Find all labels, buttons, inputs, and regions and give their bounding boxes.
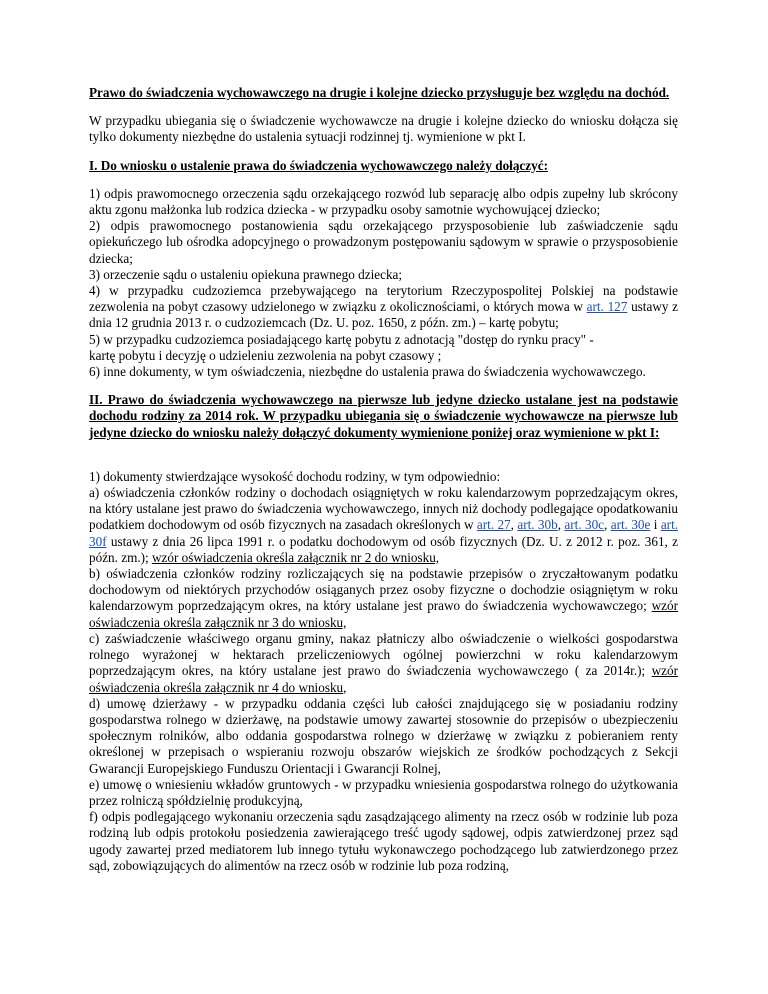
list-item-continuation: kartę pobytu i decyzję o udzieleniu zezwolenia na pobyt czasowy ;: [89, 347, 442, 363]
list-item: 6) inne dokumenty, w tym oświadczenia, niezbędne do ustalenia prawa do świadczenia wychowawczego.: [89, 364, 646, 380]
section-1-heading: I. Do wniosku o ustalenie prawa do świadczenia wychowawczego należy dołączyć:: [89, 157, 548, 173]
list-item: [89, 631, 678, 696]
art-27-link[interactable]: art. 27: [476, 517, 511, 533]
list-item: e) umowę o wniesieniu wkładów gruntowych - w przypadku wniesienia gospodarstwa rolnego do użytkowania przez rolniczą spółdzielnię produkcyjną,: [89, 776, 678, 808]
item-a-and: i: [653, 517, 658, 533]
section-2-heading: II. Prawo do świadczenia wychowawczego na pierwsze lub jedyne dziecko ustalane jest na podstawie dochodu rodziny za 2014 rok. W przypadku ubiegania się o świadczenie wychowawcze na pierwsze lub jedyne dziecko do wniosku należy dołączyć dokumenty wymienione poniżej oraz wymienione w pkt I:: [89, 392, 678, 440]
item-b-form-note: wzór oświadczenia określa załącznik nr 3 do wniosku,: [89, 598, 678, 630]
item-c-text: c) zaświadczenie właściwego organu gminy, nakaz płatniczy albo oświadczenie o wielkości gospodarstwa rolnego wyrażonej w hektarach przeliczeniowych ogólnej powierzchni w roku kalendarzowym poprzedzającym okres, na który ustalane jest prawo do świadczenia wychowawczego ( za 2014r.);: [89, 630, 678, 679]
item-4-text-rest: ustawy z dnia 12 grudnia 2013 r. o cudzoziemcach (Dz. U. poz. 1650, z późn. zm.) – kartę pobytu;: [89, 299, 679, 331]
item-a-rest: ustawy z dnia 26 lipca 1991 r. o podatku dochodowym od osób fizycznych (Dz. U. z 2012 r. poz. 361, z późn. zm.);: [89, 533, 678, 565]
item-b-text: b) oświadczenia członków rodziny rozliczających się na podstawie przepisów o zryczałtowanym podatku dochodowym od niektórych przychodów osiąganych przez osoby fizyczne o dochodzie osiągniętym w roku kalendarzowym poprzedzającym okres, na który ustalane jest prawo do świadczenia wychowawczego;: [89, 566, 678, 614]
art-30f-link[interactable]: art. 30f: [89, 517, 679, 549]
document-page: [89, 85, 678, 874]
document-title: Prawo do świadczenia wychowawczego na drugie i kolejne dziecko przysługuje bez względu na dochód.: [89, 85, 670, 100]
list-item: f) odpis podlegającego wykonaniu orzeczenia sądu zasądzającego alimenty na rzecz osób w rodzinie lub poza rodziną lub odpis protokołu posiedzenia zawierającego treść ugody sądowej, odpis zatwierdzonej przez sąd ugody zawartej przed mediatorem lub innego tytułu wykonawczego pochodzącego lub zatwierdzonego przez sąd, zobowiązujących do alimentów na rzecz osób w rodzinie lub poza rodziną,: [89, 809, 678, 873]
list-item: a) oświadczenia członków rodziny o dochodach osiągniętych w roku kalendarzowym poprzedzającym okres, na który ustalane jest prawo do świadczenia wychowawczego, innych niż dochody podlegające opodatkowaniu podatkiem dochodowym od osób fizycznych na zasadach określonych w art. 27, art. 30b, art. 30c, art. 30e i art. 30f ustawy z dnia 26 lipca 1991 r. o podatku dochodowym od osób fizycznych (Dz. U. z 2012 r. poz. 361, z późn. zm.); wzór oświadczenia określa załącznik nr 2 do wniosku,: [89, 485, 679, 565]
intro-paragraph: W przypadku ubiegania się o świadczenie wychowawcze na drugie i kolejne dziecko do wniosku dołącza się tylko dokumenty niezbędne do ustalenia sytuacji rodzinnej tj. wymienione w pkt I.: [89, 113, 678, 145]
list-item: d) umowę dzierżawy - w przypadku oddania części lub całości znajdującego się w posiadaniu rodziny gospodarstwa rolnego w dzierżawę, na podstawie umowy zawartej stosownie do przepisów o ubezpieczeniu społecznym rolników, albo oddania gospodarstwa rolnego w dzierżawę w związku z pobieraniem renty określonej w przepisach o wspieraniu rozwoju obszarów wiejskich ze środków pochodzących z Sekcji Gwarancji Europejskiego Funduszu Orientacji i Gwarancji Rolnej,: [89, 695, 678, 776]
art-30b-link[interactable]: art. 30b: [517, 517, 558, 533]
item-a-form-note: wzór oświadczenia określa załącznik nr 2 do wniosku,: [152, 549, 440, 565]
list-item: 1) odpis prawomocnego orzeczenia sądu orzekającego rozwód lub separację albo odpis zupełny lub skrócony aktu zgonu małżonka lub rodzica dziecka - w przypadku osoby samotnie wychowującej dziecko;: [89, 185, 678, 218]
list-item: [89, 566, 678, 631]
art-30c-link[interactable]: art. 30c: [564, 517, 605, 533]
list-item: 2) odpis prawomocnego postanowienia sądu orzekającego przysposobienie lub zaświadczenie sądu opiekuńczego lub ośrodka adopcyjnego o prowadzonym postępowaniu sądowym w sprawie o przysposobienie dziecka;: [89, 218, 678, 266]
section-2-list: [89, 469, 678, 874]
item-c-form-note: wzór oświadczenia określa załącznik nr 4 do wniosku,: [89, 663, 678, 695]
list-item: 3) orzeczenie sądu o ustaleniu opiekuna prawnego dziecka;: [89, 266, 403, 282]
list-item: [89, 283, 678, 332]
item-a-text: a) oświadczenia członków rodziny o dochodach osiągniętych w roku kalendarzowym poprzedzającym okres, na który ustalane jest prawo do świadczenia wychowawczego, innych niż dochody podlegające opodatkowaniu podatkiem dochodowym od osób fizycznych na zasadach określonych w: [89, 485, 678, 533]
item-4-text: 4) w przypadku cudzoziemca przebywającego na terytorium Rzeczypospolitej Polskiej na podstawie zezwolenia na pobyt czasowy udzielonego w związku z okolicznościami, o których mowa w: [89, 283, 678, 315]
list-item: 5) w przypadku cudzoziemca posiadającego kartę pobytu z adnotacją "dostęp do rynku pracy" -: [89, 331, 594, 347]
section-1-list: [89, 186, 678, 380]
art-30e-link[interactable]: art. 30e: [610, 517, 651, 533]
list-item: 1) dokumenty stwierdzające wysokość dochodu rodziny, w tym odpowiednio:: [89, 468, 501, 484]
art-127-link[interactable]: art. 127: [586, 299, 628, 315]
